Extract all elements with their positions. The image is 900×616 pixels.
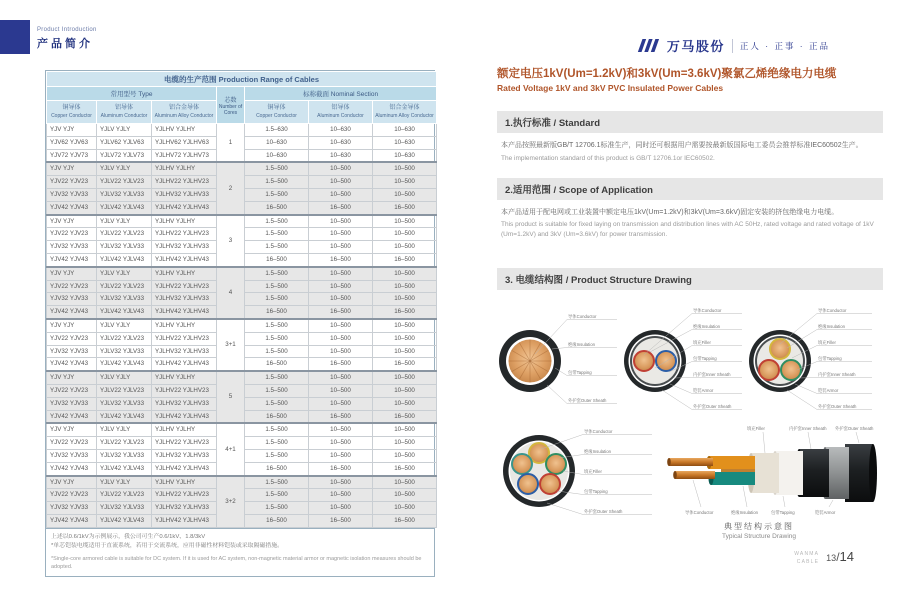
type-cell: YJV32 YJV33 <box>47 397 97 410</box>
section-cell: 10–500 <box>309 319 373 332</box>
type-cell: YJLV32 YJLV33 <box>97 188 152 201</box>
section-cell: 10–630 <box>309 149 373 162</box>
figure-label: 外护套Outer Sheath <box>584 509 623 515</box>
col-header-copper-type: 铜导体 Copper Conductor <box>47 101 97 124</box>
section-cell: 10–500 <box>309 371 373 384</box>
col-header-alloy-section: 铝合金导体 Aluminum Alloy Conductor <box>373 101 437 124</box>
table-title: 电缆的生产范围 Production Range of Cables <box>47 72 437 87</box>
figure-label: 铠装Armor <box>818 388 839 394</box>
type-cell: YJLV32 YJLV33 <box>97 241 152 254</box>
section-cell: 10–500 <box>373 188 437 201</box>
figure-label: 包带Tapping <box>771 510 795 516</box>
type-cell: YJLHV42 YJLHV43 <box>152 358 217 371</box>
wanma-logo-icon <box>636 38 660 53</box>
section-cell: 1.5–500 <box>245 267 309 280</box>
type-cell: YJLHV22 YJLHV23 <box>152 332 217 345</box>
table-row <box>47 319 437 332</box>
type-cell: YJV42 YJV43 <box>47 201 97 214</box>
section-cell: 16–500 <box>309 201 373 214</box>
type-cell: YJLV22 YJLV23 <box>97 176 152 189</box>
cores-cell: 4+1 <box>217 423 245 475</box>
note-zh-1: 上述以0.6/1kV为示例展示，我公司可生产0.6/1kV、1.8/3kV <box>51 533 206 540</box>
cores-cell: 1 <box>217 124 245 163</box>
section-cell: 10–500 <box>309 489 373 502</box>
type-cell: YJLV32 YJLV33 <box>97 449 152 462</box>
type-cell: YJLHV32 YJLHV33 <box>152 502 217 515</box>
section-cell: 10–500 <box>309 280 373 293</box>
section-cell: 1.5–500 <box>245 502 309 515</box>
footer-brand <box>794 551 819 566</box>
section-cell: 1.5–500 <box>245 397 309 410</box>
section-cell: 10–500 <box>309 188 373 201</box>
brand-divider <box>732 39 733 53</box>
figure-label: 填充Filler <box>818 340 836 346</box>
section-cell: 10–630 <box>373 124 437 137</box>
type-cell: YJLHV YJLHY <box>152 267 217 280</box>
col-header-aluminum-type: 铝导体 Aluminum Conductor <box>97 101 152 124</box>
section-cell: 16–500 <box>245 410 309 423</box>
section-cell: 1.5–500 <box>245 241 309 254</box>
section-cell: 10–500 <box>309 345 373 358</box>
type-cell: YJV22 YJV23 <box>47 437 97 450</box>
type-cell: YJV62 YJV63 <box>47 136 97 149</box>
note-en: *Single-core armored cable is suitable for DC system. If it is used for AC system, non-magnetic material armor or magnetic isolation measures should be adopted. <box>51 555 422 571</box>
type-cell: YJV32 YJV33 <box>47 502 97 515</box>
type-cell: YJLHV42 YJLHV43 <box>152 410 217 423</box>
type-cell: YJLHV42 YJLHV43 <box>152 306 217 319</box>
type-cell: YJV22 YJV23 <box>47 228 97 241</box>
type-cell: YJV22 YJV23 <box>47 280 97 293</box>
section-cell: 16–500 <box>245 514 309 527</box>
section-cell: 1.5–500 <box>245 437 309 450</box>
section-cell: 10–500 <box>309 215 373 228</box>
table-row <box>47 124 437 137</box>
section-heading-structure: 3. 电缆结构图 / Product Structure Drawing <box>497 268 883 290</box>
figure-label: 导体Conductor <box>568 314 597 320</box>
type-cell: YJLHV32 YJLHV33 <box>152 397 217 410</box>
type-cell: YJV22 YJV23 <box>47 176 97 189</box>
type-cell: YJV42 YJV43 <box>47 306 97 319</box>
table-row <box>47 267 437 280</box>
type-cell: YJLHV22 YJLHV23 <box>152 176 217 189</box>
type-cell: YJV72 YJV73 <box>47 149 97 162</box>
section-cell: 1.5–500 <box>245 476 309 489</box>
type-cell: YJLHV YJLHY <box>152 319 217 332</box>
section-cell: 10–500 <box>373 502 437 515</box>
figure-label: 外护套Outer Sheath <box>568 398 607 404</box>
cable-cross-section-1core <box>497 304 622 419</box>
type-cell: YJV42 YJV43 <box>47 514 97 527</box>
type-group-header: 常用型号 Type <box>47 87 217 101</box>
section-cell: 1.5–500 <box>245 280 309 293</box>
cores-header: 芯数 Number of Cores <box>217 87 245 124</box>
figure-label: 填充Filler <box>693 340 711 346</box>
section-cell: 1.5–500 <box>245 489 309 502</box>
type-cell: YJLHV YJLHY <box>152 215 217 228</box>
figure-label: 填充Filler <box>747 426 765 432</box>
section-cell: 1.5–500 <box>245 384 309 397</box>
section-cell: 10–500 <box>373 371 437 384</box>
type-cell: YJLV YJLY <box>97 476 152 489</box>
section-cell: 16–500 <box>245 462 309 475</box>
cable-structure-drawing <box>663 423 883 519</box>
figure-label: 填充Filler <box>584 469 602 475</box>
type-cell: YJV YJY <box>47 162 97 175</box>
type-cell: YJLHV42 YJLHV43 <box>152 514 217 527</box>
type-cell: YJLV22 YJLV23 <box>97 332 152 345</box>
page-title-zh: 产品简介 <box>37 38 93 50</box>
section-cell: 16–500 <box>373 514 437 527</box>
type-cell: YJLHV YJLHY <box>152 124 217 137</box>
col-header-copper-section: 铜导体 Copper Conductor <box>245 101 309 124</box>
type-cell: YJLHV32 YJLHV33 <box>152 293 217 306</box>
section-cell: 10–630 <box>373 149 437 162</box>
section-cell: 1.5–500 <box>245 188 309 201</box>
type-cell: YJLV YJLY <box>97 162 152 175</box>
section-cell: 10–500 <box>373 241 437 254</box>
type-cell: YJLHV42 YJLHV43 <box>152 462 217 475</box>
section-cell: 10–630 <box>309 136 373 149</box>
page-title-en: Product Introduction <box>37 27 97 33</box>
type-cell: YJV42 YJV43 <box>47 358 97 371</box>
section-cell: 10–500 <box>373 280 437 293</box>
type-cell: YJLV42 YJLV43 <box>97 410 152 423</box>
figure-label: 铠装Armor <box>815 510 836 516</box>
section-cell: 16–500 <box>309 462 373 475</box>
figure-label: 绝缘Insulation <box>693 324 720 330</box>
type-cell: YJV22 YJV23 <box>47 384 97 397</box>
type-cell: YJLHV22 YJLHV23 <box>152 384 217 397</box>
type-cell: YJLV22 YJLV23 <box>97 280 152 293</box>
section-cell: 1.5–500 <box>245 215 309 228</box>
type-cell: YJLV32 YJLV33 <box>97 502 152 515</box>
section-cell: 10–500 <box>373 423 437 436</box>
table-row <box>47 476 437 489</box>
standard-text-en: The implementation standard of this product is GB/T 12706.1or IEC60502. <box>501 154 715 162</box>
drawing-caption <box>649 521 869 540</box>
figure-label: 外护套Outer Sheath <box>818 404 857 410</box>
section-cell: 16–500 <box>373 358 437 371</box>
section-cell: 16–500 <box>373 410 437 423</box>
section-cell: 10–500 <box>309 449 373 462</box>
cores-cell: 2 <box>217 162 245 214</box>
page-number: 13/14 <box>826 549 854 564</box>
type-cell: YJV YJY <box>47 267 97 280</box>
type-cell: YJV32 YJV33 <box>47 188 97 201</box>
brand-header <box>636 36 830 55</box>
section-cell: 10–500 <box>373 384 437 397</box>
section-cell: 10–500 <box>373 215 437 228</box>
section-cell: 10–500 <box>309 241 373 254</box>
table-row <box>47 162 437 175</box>
section-group-header: 标称截面 Nominal Section <box>245 87 437 101</box>
structure-drawing-row <box>497 423 883 519</box>
type-cell: YJLV22 YJLV23 <box>97 228 152 241</box>
type-cell: YJLHV42 YJLHV43 <box>152 253 217 266</box>
section-cell: 16–500 <box>245 306 309 319</box>
table-notes <box>46 528 434 577</box>
corner-accent-block <box>0 20 30 54</box>
figure-label: 包带Tapping <box>584 489 608 495</box>
scope-text-zh: 本产品适用于配电网或工业装置中额定电压1kV(Um=1.2kV)和3kV(Um=3.6kV)固定安装的挤包绝缘电力电缆。 <box>501 208 839 216</box>
table-row <box>47 215 437 228</box>
section-cell: 10–500 <box>373 319 437 332</box>
type-cell: YJLHV YJLHY <box>152 371 217 384</box>
section-cell: 10–500 <box>309 384 373 397</box>
section-cell: 10–500 <box>373 489 437 502</box>
cable-cross-section-3core <box>747 304 877 419</box>
cores-cell: 3+1 <box>217 319 245 371</box>
scope-text-en: This product is suitable for fixed laying on transmission and distribution lines with AC 50Hz, rated voltage and rated voltage of 1kV (Um=1.2kV) and 3kV (Um=3.6kV) for power transmission. <box>501 221 874 239</box>
type-cell: YJLV62 YJLV63 <box>97 136 152 149</box>
section-cell: 16–500 <box>309 358 373 371</box>
type-cell: YJLV42 YJLV43 <box>97 514 152 527</box>
type-cell: YJV42 YJV43 <box>47 410 97 423</box>
production-range-table-frame <box>45 70 435 577</box>
section-cell: 10–500 <box>309 502 373 515</box>
section-cell: 16–500 <box>309 253 373 266</box>
footer-brand-bottom: CABLE <box>796 558 820 565</box>
section-cell: 10–500 <box>309 267 373 280</box>
section-cell: 16–500 <box>245 201 309 214</box>
cable-table-body <box>47 124 437 528</box>
section-cell: 16–500 <box>245 253 309 266</box>
section-cell: 1.5–500 <box>245 293 309 306</box>
section-heading-standard: 1.执行标准 / Standard <box>497 111 883 133</box>
figure-label: 绝缘Insulation <box>584 449 611 455</box>
type-cell: YJV22 YJV23 <box>47 332 97 345</box>
section-cell: 16–500 <box>373 462 437 475</box>
figure-label: 内护套Inner Sheath <box>818 372 856 378</box>
type-cell: YJLV22 YJLV23 <box>97 489 152 502</box>
section-cell: 1.5–630 <box>245 124 309 137</box>
brand-name: 万马股份 <box>666 39 725 54</box>
drawing-caption-en: Typical Structure Drawing <box>721 533 797 541</box>
type-cell: YJLHV22 YJLHV23 <box>152 489 217 502</box>
type-cell: YJLHV22 YJLHV23 <box>152 228 217 241</box>
figure-label: 内护套Inner Sheath <box>789 426 827 432</box>
section-cell: 10–630 <box>245 136 309 149</box>
type-cell: YJLHV22 YJLHV23 <box>152 280 217 293</box>
section-cell: 1.5–500 <box>245 176 309 189</box>
type-cell: YJLHV32 YJLHV33 <box>152 188 217 201</box>
type-cell: YJV32 YJV33 <box>47 293 97 306</box>
type-cell: YJLV YJLY <box>97 267 152 280</box>
figure-label: 外护套Outer Sheath <box>835 426 874 432</box>
section-cell: 16–500 <box>309 410 373 423</box>
type-cell: YJLV42 YJLV43 <box>97 462 152 475</box>
type-cell: YJLV32 YJLV33 <box>97 397 152 410</box>
type-cell: YJLHV62 YJLHV63 <box>152 136 217 149</box>
type-cell: YJV42 YJV43 <box>47 462 97 475</box>
brand-slogan: 正人 · 正事 · 正品 <box>739 40 830 51</box>
figure-label: 铠装Armor <box>693 388 714 394</box>
product-title-en: Rated Voltage 1kV and 3kV PVC Insulated Power Cables <box>497 83 724 94</box>
figure-label: 导体Conductor <box>818 308 847 314</box>
section-cell: 16–500 <box>245 358 309 371</box>
section-cell: 10–630 <box>309 124 373 137</box>
section-cell: 1.5–500 <box>245 332 309 345</box>
drawing-caption-zh: 典型结构示意图 <box>724 522 794 532</box>
type-cell: YJV32 YJV33 <box>47 345 97 358</box>
type-cell: YJLHV YJLHY <box>152 423 217 436</box>
type-cell: YJLHV32 YJLHV33 <box>152 449 217 462</box>
figure-label: 导体Conductor <box>584 429 613 435</box>
section-cell: 16–500 <box>309 514 373 527</box>
figure-label: 包带Tapping <box>818 356 842 362</box>
page-title <box>37 27 97 51</box>
type-cell: YJV YJY <box>47 476 97 489</box>
type-cell: YJLHV72 YJLHV73 <box>152 149 217 162</box>
type-cell: YJLHV YJLHY <box>152 162 217 175</box>
figure-label: 导体Conductor <box>685 510 714 516</box>
cores-cell: 5 <box>217 371 245 423</box>
type-cell: YJLV72 YJLV73 <box>97 149 152 162</box>
section-cell: 10–630 <box>245 149 309 162</box>
figure-label: 包带Tapping <box>568 370 592 376</box>
section-cell: 1.5–500 <box>245 423 309 436</box>
type-cell: YJV42 YJV43 <box>47 253 97 266</box>
type-cell: YJV YJY <box>47 423 97 436</box>
section-cell: 16–500 <box>309 306 373 319</box>
type-cell: YJV YJY <box>47 319 97 332</box>
figure-label: 导体Conductor <box>693 308 722 314</box>
section-cell: 10–500 <box>309 423 373 436</box>
col-header-alloy-type: 铝合金导体 Aluminum Alloy Conductor <box>152 101 217 124</box>
footer-brand-top: WANMA <box>794 551 820 557</box>
type-cell: YJLV YJLY <box>97 423 152 436</box>
section-cell: 10–500 <box>373 267 437 280</box>
type-cell: YJV32 YJV33 <box>47 449 97 462</box>
section-cell: 10–500 <box>373 228 437 241</box>
section-cell: 10–500 <box>373 176 437 189</box>
cores-cell: 3+2 <box>217 476 245 528</box>
section-cell: 10–500 <box>373 293 437 306</box>
section-cell: 1.5–500 <box>245 319 309 332</box>
section-cell: 10–500 <box>309 293 373 306</box>
type-cell: YJLV32 YJLV33 <box>97 345 152 358</box>
cross-section-row <box>497 304 883 419</box>
section-cell: 10–500 <box>309 437 373 450</box>
type-cell: YJLV22 YJLV23 <box>97 384 152 397</box>
section-cell: 10–500 <box>373 437 437 450</box>
section-cell: 10–500 <box>373 449 437 462</box>
type-cell: YJLV42 YJLV43 <box>97 306 152 319</box>
type-cell: YJLV32 YJLV33 <box>97 293 152 306</box>
section-cell: 1.5–500 <box>245 449 309 462</box>
type-cell: YJLV42 YJLV43 <box>97 358 152 371</box>
figure-label: 绝缘Insulation <box>731 510 758 516</box>
cable-cross-section-5core <box>497 423 657 519</box>
type-cell: YJV32 YJV33 <box>47 241 97 254</box>
type-cell: YJV YJY <box>47 215 97 228</box>
type-cell: YJLV YJLY <box>97 319 152 332</box>
figure-label: 内护套Inner Sheath <box>693 372 731 378</box>
type-cell: YJLV YJLY <box>97 124 152 137</box>
section-cell: 10–500 <box>309 176 373 189</box>
figure-label: 包带Tapping <box>693 356 717 362</box>
right-column <box>497 68 883 540</box>
section-cell: 1.5–500 <box>245 228 309 241</box>
section-cell: 10–500 <box>309 397 373 410</box>
type-cell: YJLV42 YJLV43 <box>97 253 152 266</box>
type-cell: YJV YJY <box>47 124 97 137</box>
table-row <box>47 423 437 436</box>
production-range-table <box>46 71 437 528</box>
col-header-aluminum-section: 铝导体 Aluminum Conductor <box>309 101 373 124</box>
footer <box>794 548 854 566</box>
section-cell: 16–500 <box>373 201 437 214</box>
type-cell: YJV22 YJV23 <box>47 489 97 502</box>
type-cell: YJLV22 YJLV23 <box>97 437 152 450</box>
figure-label: 绝缘Insulation <box>568 342 595 348</box>
section-cell: 10–500 <box>309 228 373 241</box>
section-cell: 10–500 <box>373 476 437 489</box>
section-cell: 10–500 <box>309 476 373 489</box>
type-cell: YJLHV22 YJLHV23 <box>152 437 217 450</box>
figure-label: 外护套Outer Sheath <box>693 404 732 410</box>
section-cell: 10–500 <box>373 345 437 358</box>
type-cell: YJLHV42 YJLHV43 <box>152 201 217 214</box>
cores-cell: 4 <box>217 267 245 319</box>
type-cell: YJLHV YJLHY <box>152 476 217 489</box>
section-cell: 1.5–500 <box>245 162 309 175</box>
section-cell: 1.5–500 <box>245 345 309 358</box>
section-cell: 10–630 <box>373 136 437 149</box>
type-cell: YJLV YJLY <box>97 215 152 228</box>
product-title-zh: 额定电压1kV(Um=1.2kV)和3kV(Um=3.6kV)聚氯乙烯绝缘电力电缆 <box>497 68 837 80</box>
type-cell: YJLV42 YJLV43 <box>97 201 152 214</box>
left-column <box>45 70 435 577</box>
cores-cell: 3 <box>217 215 245 267</box>
table-row <box>47 371 437 384</box>
section-cell: 10–500 <box>373 162 437 175</box>
section-cell: 10–500 <box>373 332 437 345</box>
figure-label: 绝缘Insulation <box>818 324 845 330</box>
note-zh-2: *单芯铠装电缆适用于直流系统，若用于交流系统，应用非磁性材料铠装或采取隔磁措施。 <box>51 542 284 549</box>
section-cell: 10–500 <box>309 162 373 175</box>
section-cell: 16–500 <box>373 253 437 266</box>
standard-text-zh: 本产品按照最新版GB/T 12706.1标准生产，同时还可根据用户需要按最新版国际电工委员会推荐标准IEC60502生产。 <box>501 142 863 150</box>
section-cell: 10–500 <box>373 397 437 410</box>
section-heading-scope: 2.适用范围 / Scope of Application <box>497 178 883 200</box>
type-cell: YJLV YJLY <box>97 371 152 384</box>
section-cell: 16–500 <box>373 306 437 319</box>
type-cell: YJV YJY <box>47 371 97 384</box>
type-cell: YJLHV32 YJLHV33 <box>152 345 217 358</box>
cable-cross-section-2core <box>622 304 747 419</box>
type-cell: YJLHV32 YJLHV33 <box>152 241 217 254</box>
section-cell: 1.5–500 <box>245 371 309 384</box>
section-cell: 10–500 <box>309 332 373 345</box>
